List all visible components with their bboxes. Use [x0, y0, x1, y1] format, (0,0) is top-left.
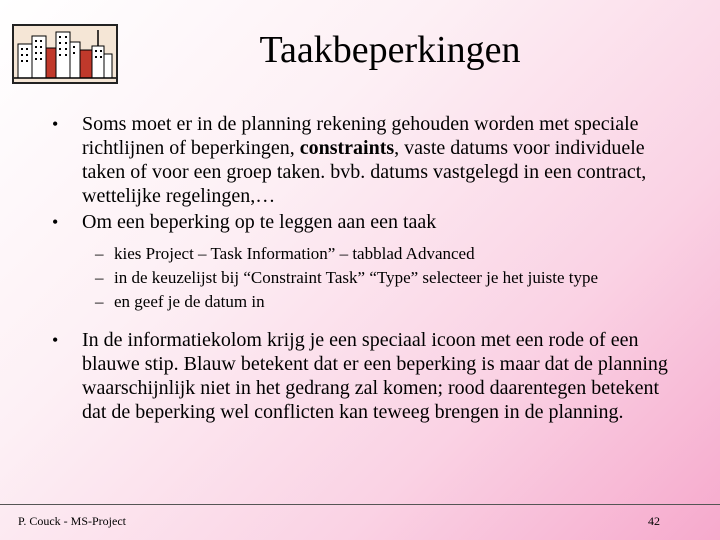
footer-author: P. Couck - MS-Project — [18, 514, 126, 528]
bullet-text: In de informatiekolom krijg je een speciaal icoon met een rode of een blauwe stip. Blauw betekent dat er een beperking is maar dat de planning waarschijnlijk niet in het gedrang zal komen; rood daarentegen betekent dat de beperking wel conflicten kan teweeg brengen in de planning. — [82, 329, 668, 423]
bullet-symbol: • — [52, 114, 59, 134]
slide-body — [52, 112, 672, 424]
bullet-symbol: • — [52, 330, 59, 350]
bullet-item — [52, 328, 672, 424]
bullet-bold-term: constraints — [299, 137, 395, 159]
sub-bullet-text: in de keuzelijst bij “Constraint Task” “Type” selecteer je het juiste type — [114, 268, 599, 287]
bullet-item — [52, 210, 672, 234]
sub-bullet-item — [52, 266, 672, 290]
bullet-text: Om een beperking op te leggen aan een taak — [82, 211, 437, 233]
page-number: 42 — [648, 514, 660, 528]
footer-divider — [0, 504, 720, 505]
slide-title: Taakbeperkingen — [259, 29, 521, 71]
dash-symbol: – — [95, 268, 104, 287]
dash-symbol: – — [95, 292, 104, 311]
dash-symbol: – — [95, 244, 104, 263]
sub-bullet-item — [52, 290, 672, 314]
sub-bullet-text: en geef je de datum in — [114, 292, 265, 311]
bullet-symbol: • — [52, 212, 59, 232]
sub-bullet-list — [52, 242, 672, 314]
bullet-text-continued: , vaste datums voor individuele taken of voor een groep taken. bvb. datums vastgelegd in een contract, wettelijke regelingen,… — [82, 137, 647, 207]
bullet-text: Soms moet er in de planning rekening gehouden worden met speciale richtlijnen of beperkingen, — [82, 113, 639, 159]
sub-bullet-text: kies Project – Task Information” – tabblad Advanced — [114, 244, 475, 263]
bullet-item — [52, 112, 672, 208]
sub-bullet-item — [52, 242, 672, 266]
city-skyline-icon — [12, 24, 118, 84]
